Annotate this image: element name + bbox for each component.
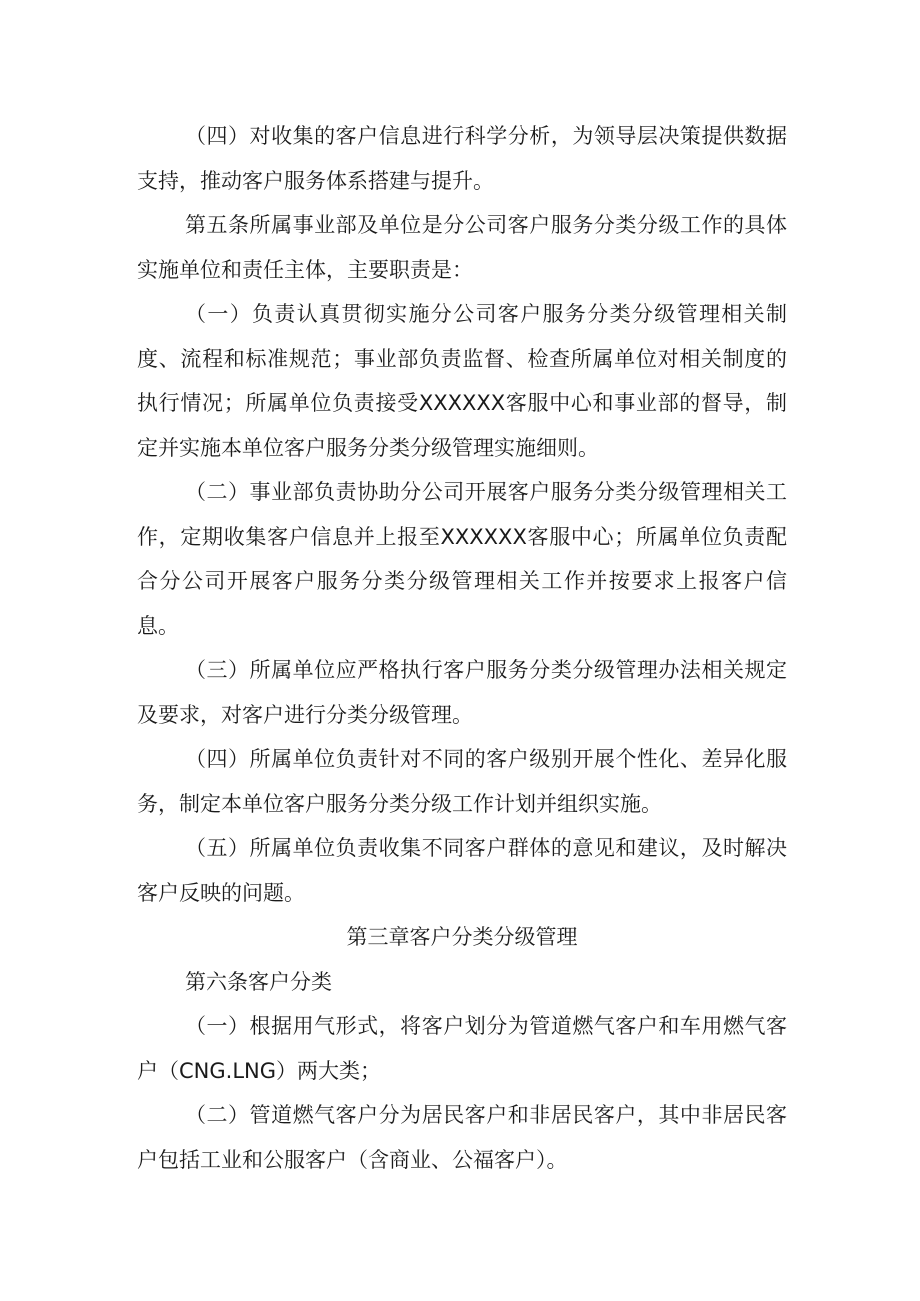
paragraph-item-1-gas-form: （一）根据用气形式，将客户划分为管道燃气客户和车用燃气客户（CNG.LNG）两大类； xyxy=(137,1014,787,1083)
paragraph-item-2-assistance: （二）事业部负责协助分公司开展客户服务分类分级管理相关工作，定期收集客户信息并上报至XXXXXX客服中心；所属单位负责配合分公司开展客户服务分类分级管理相关工作并按要求上报客户信息。 xyxy=(137,480,787,638)
paragraph-article-6: 第六条客户分类 xyxy=(185,969,332,994)
paragraph-item-2-pipeline-customers: （二）管道燃气客户分为居民客户和非居民客户，其中非居民客户包括工业和公服客户（含商业、公福客户）。 xyxy=(137,1103,787,1172)
paragraph-item-1-implementation: （一）负责认真贯彻实施分公司客户服务分类分级管理相关制度、流程和标准规范；事业部负责监督、检查所属单位对相关制度的执行情况；所属单位负责接受XXXXXX客服中心和事业部的督导，制定并实施本单位客户服务分类分级管理实施细则。 xyxy=(137,302,787,460)
chapter-heading: 第三章客户分类分级管理 xyxy=(346,925,578,949)
paragraph-article-5: 第五条所属事业部及单位是分公司客户服务分类分级工作的具体实施单位和责任主体，主要职责是： xyxy=(137,213,787,282)
paragraph-item-4-data-analysis: （四）对收集的客户信息进行科学分析，为领导层决策提供数据支持，推动客户服务体系搭建与提升。 xyxy=(137,124,787,193)
paragraph-item-5-feedback: （五）所属单位负责收集不同客户群体的意见和建议，及时解决客户反映的问题。 xyxy=(137,836,787,905)
paragraph-item-4-differentiated-service: （四）所属单位负责针对不同的客户级别开展个性化、差异化服务，制定本单位客户服务分类分级工作计划并组织实施。 xyxy=(137,747,787,816)
document-body xyxy=(137,114,787,1182)
paragraph-item-3-execution: （三）所属单位应严格执行客户服务分类分级管理办法相关规定及要求，对客户进行分类分级管理。 xyxy=(137,658,787,727)
